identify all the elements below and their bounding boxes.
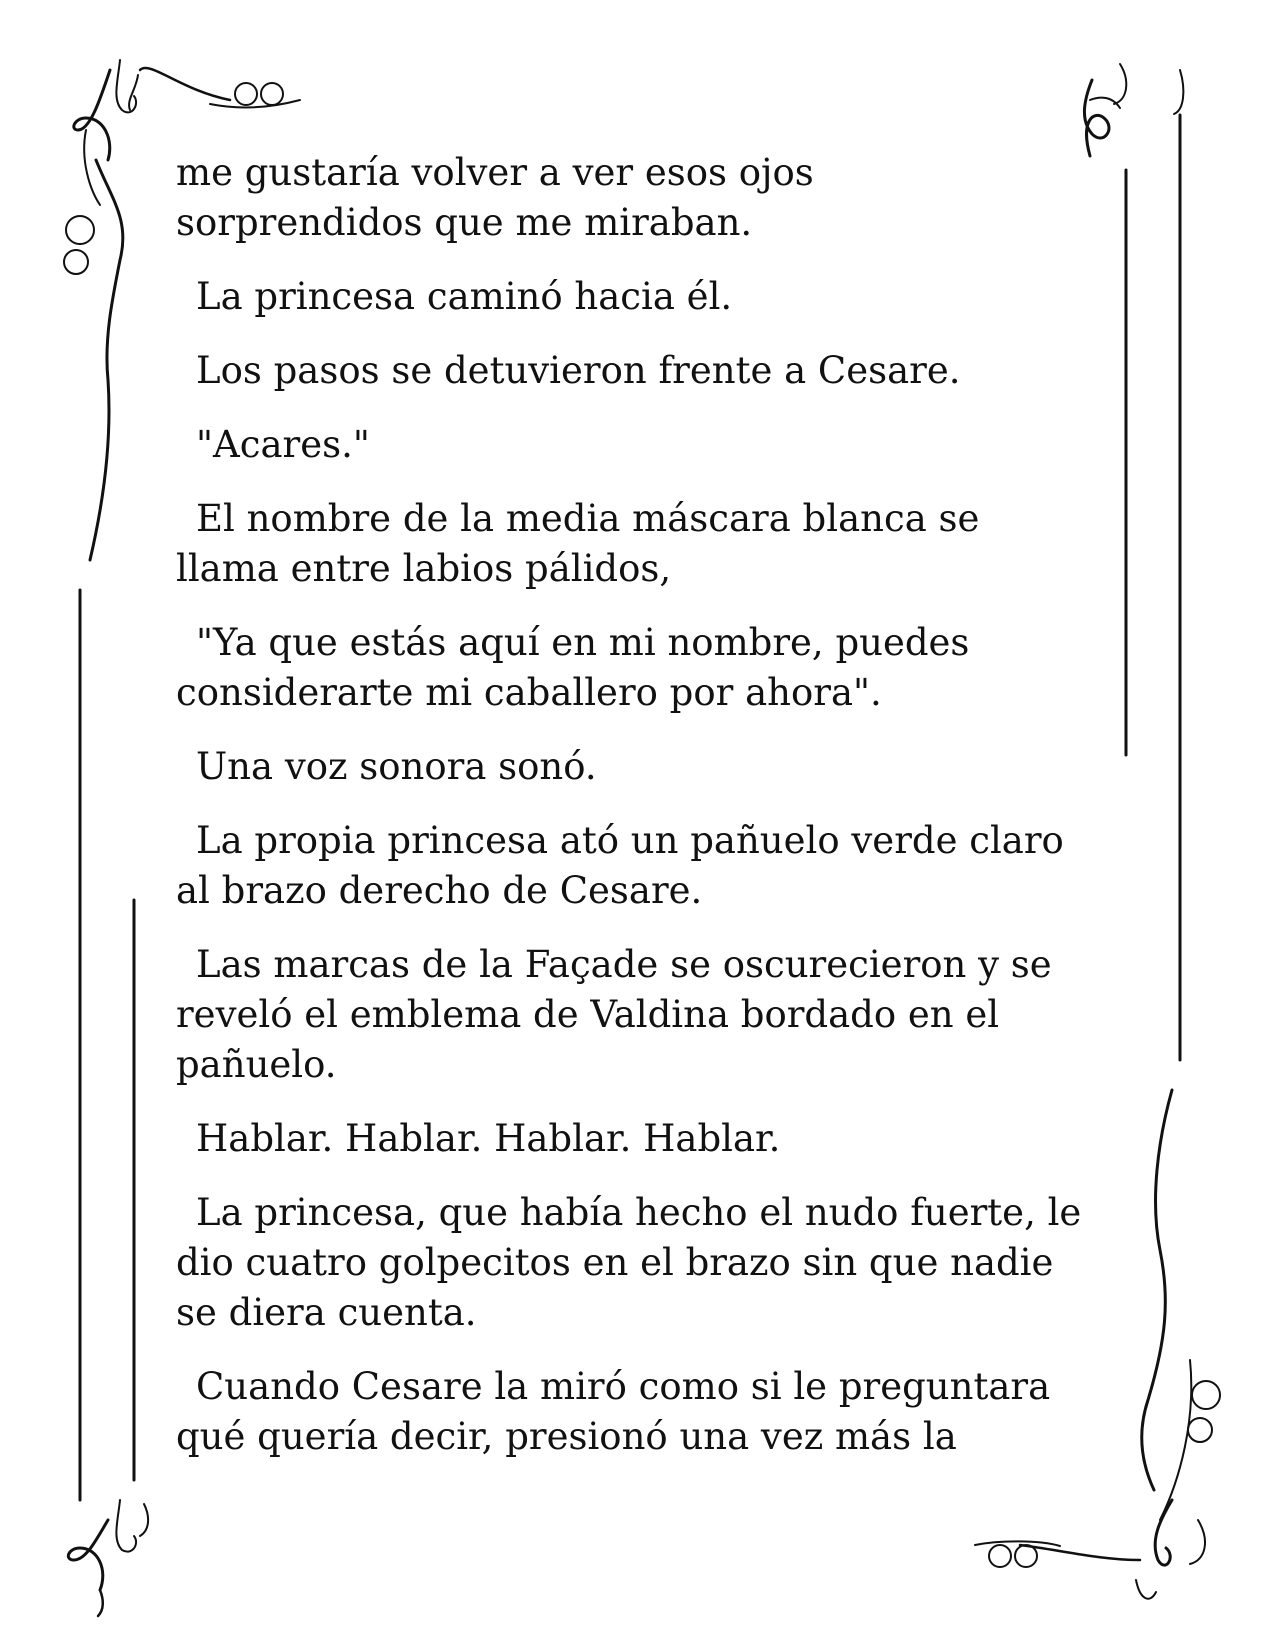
paragraph [176, 148, 1126, 248]
bottom-left-flourish-icon [68, 1500, 148, 1616]
text-line: Hablar. Hablar. Hablar. Hablar. [196, 1117, 781, 1160]
text-line: se diera cuenta. [176, 1291, 477, 1334]
paragraph [176, 1362, 1126, 1462]
text-line: considerarte mi caballero por ahora". [176, 671, 882, 714]
text-line: Los pasos se detuvieron frente a Cesare. [196, 349, 961, 392]
paragraph [176, 1188, 1126, 1338]
text-line: pañuelo. [176, 1043, 337, 1086]
text-line: Una voz sonora sonó. [196, 745, 597, 788]
text-line: El nombre de la media máscara blanca se [196, 497, 980, 540]
text-line: sorprendidos que me miraban. [176, 201, 753, 244]
text-line: reveló el emblema de Valdina bordado en el [176, 993, 1000, 1036]
text-line: qué quería decir, presionó una vez más la [176, 1415, 957, 1458]
paragraph [176, 494, 1126, 594]
text-line: dio cuatro golpecitos en el brazo sin que nadie [176, 1241, 1054, 1284]
paragraph [176, 420, 1126, 470]
text-line: La propia princesa ató un pañuelo verde claro [196, 819, 1064, 862]
paragraph [176, 618, 1126, 718]
paragraph [176, 272, 1126, 322]
text-line: Las marcas de la Façade se oscurecieron y se [196, 943, 1052, 986]
top-right-flourish-icon [1084, 64, 1183, 156]
text-line: al brazo derecho de Cesare. [176, 869, 703, 912]
text-line: "Acares." [196, 423, 370, 466]
text-line: La princesa caminó hacia él. [196, 275, 733, 318]
text-line: Cuando Cesare la miró como si le preguntara [196, 1365, 1051, 1408]
text-line: me gustaría volver a ver esos ojos [176, 151, 814, 194]
paragraph [176, 940, 1126, 1090]
paragraph [176, 816, 1126, 916]
text-line: "Ya que estás aquí en mi nombre, puedes [196, 621, 970, 664]
text-line: llama entre labios pálidos, [176, 547, 672, 590]
paragraph [176, 1114, 1126, 1164]
paragraph [176, 346, 1126, 396]
paragraph [176, 742, 1126, 792]
text-line: La princesa, que había hecho el nudo fuerte, le [196, 1191, 1082, 1234]
page-text [176, 148, 1126, 1486]
